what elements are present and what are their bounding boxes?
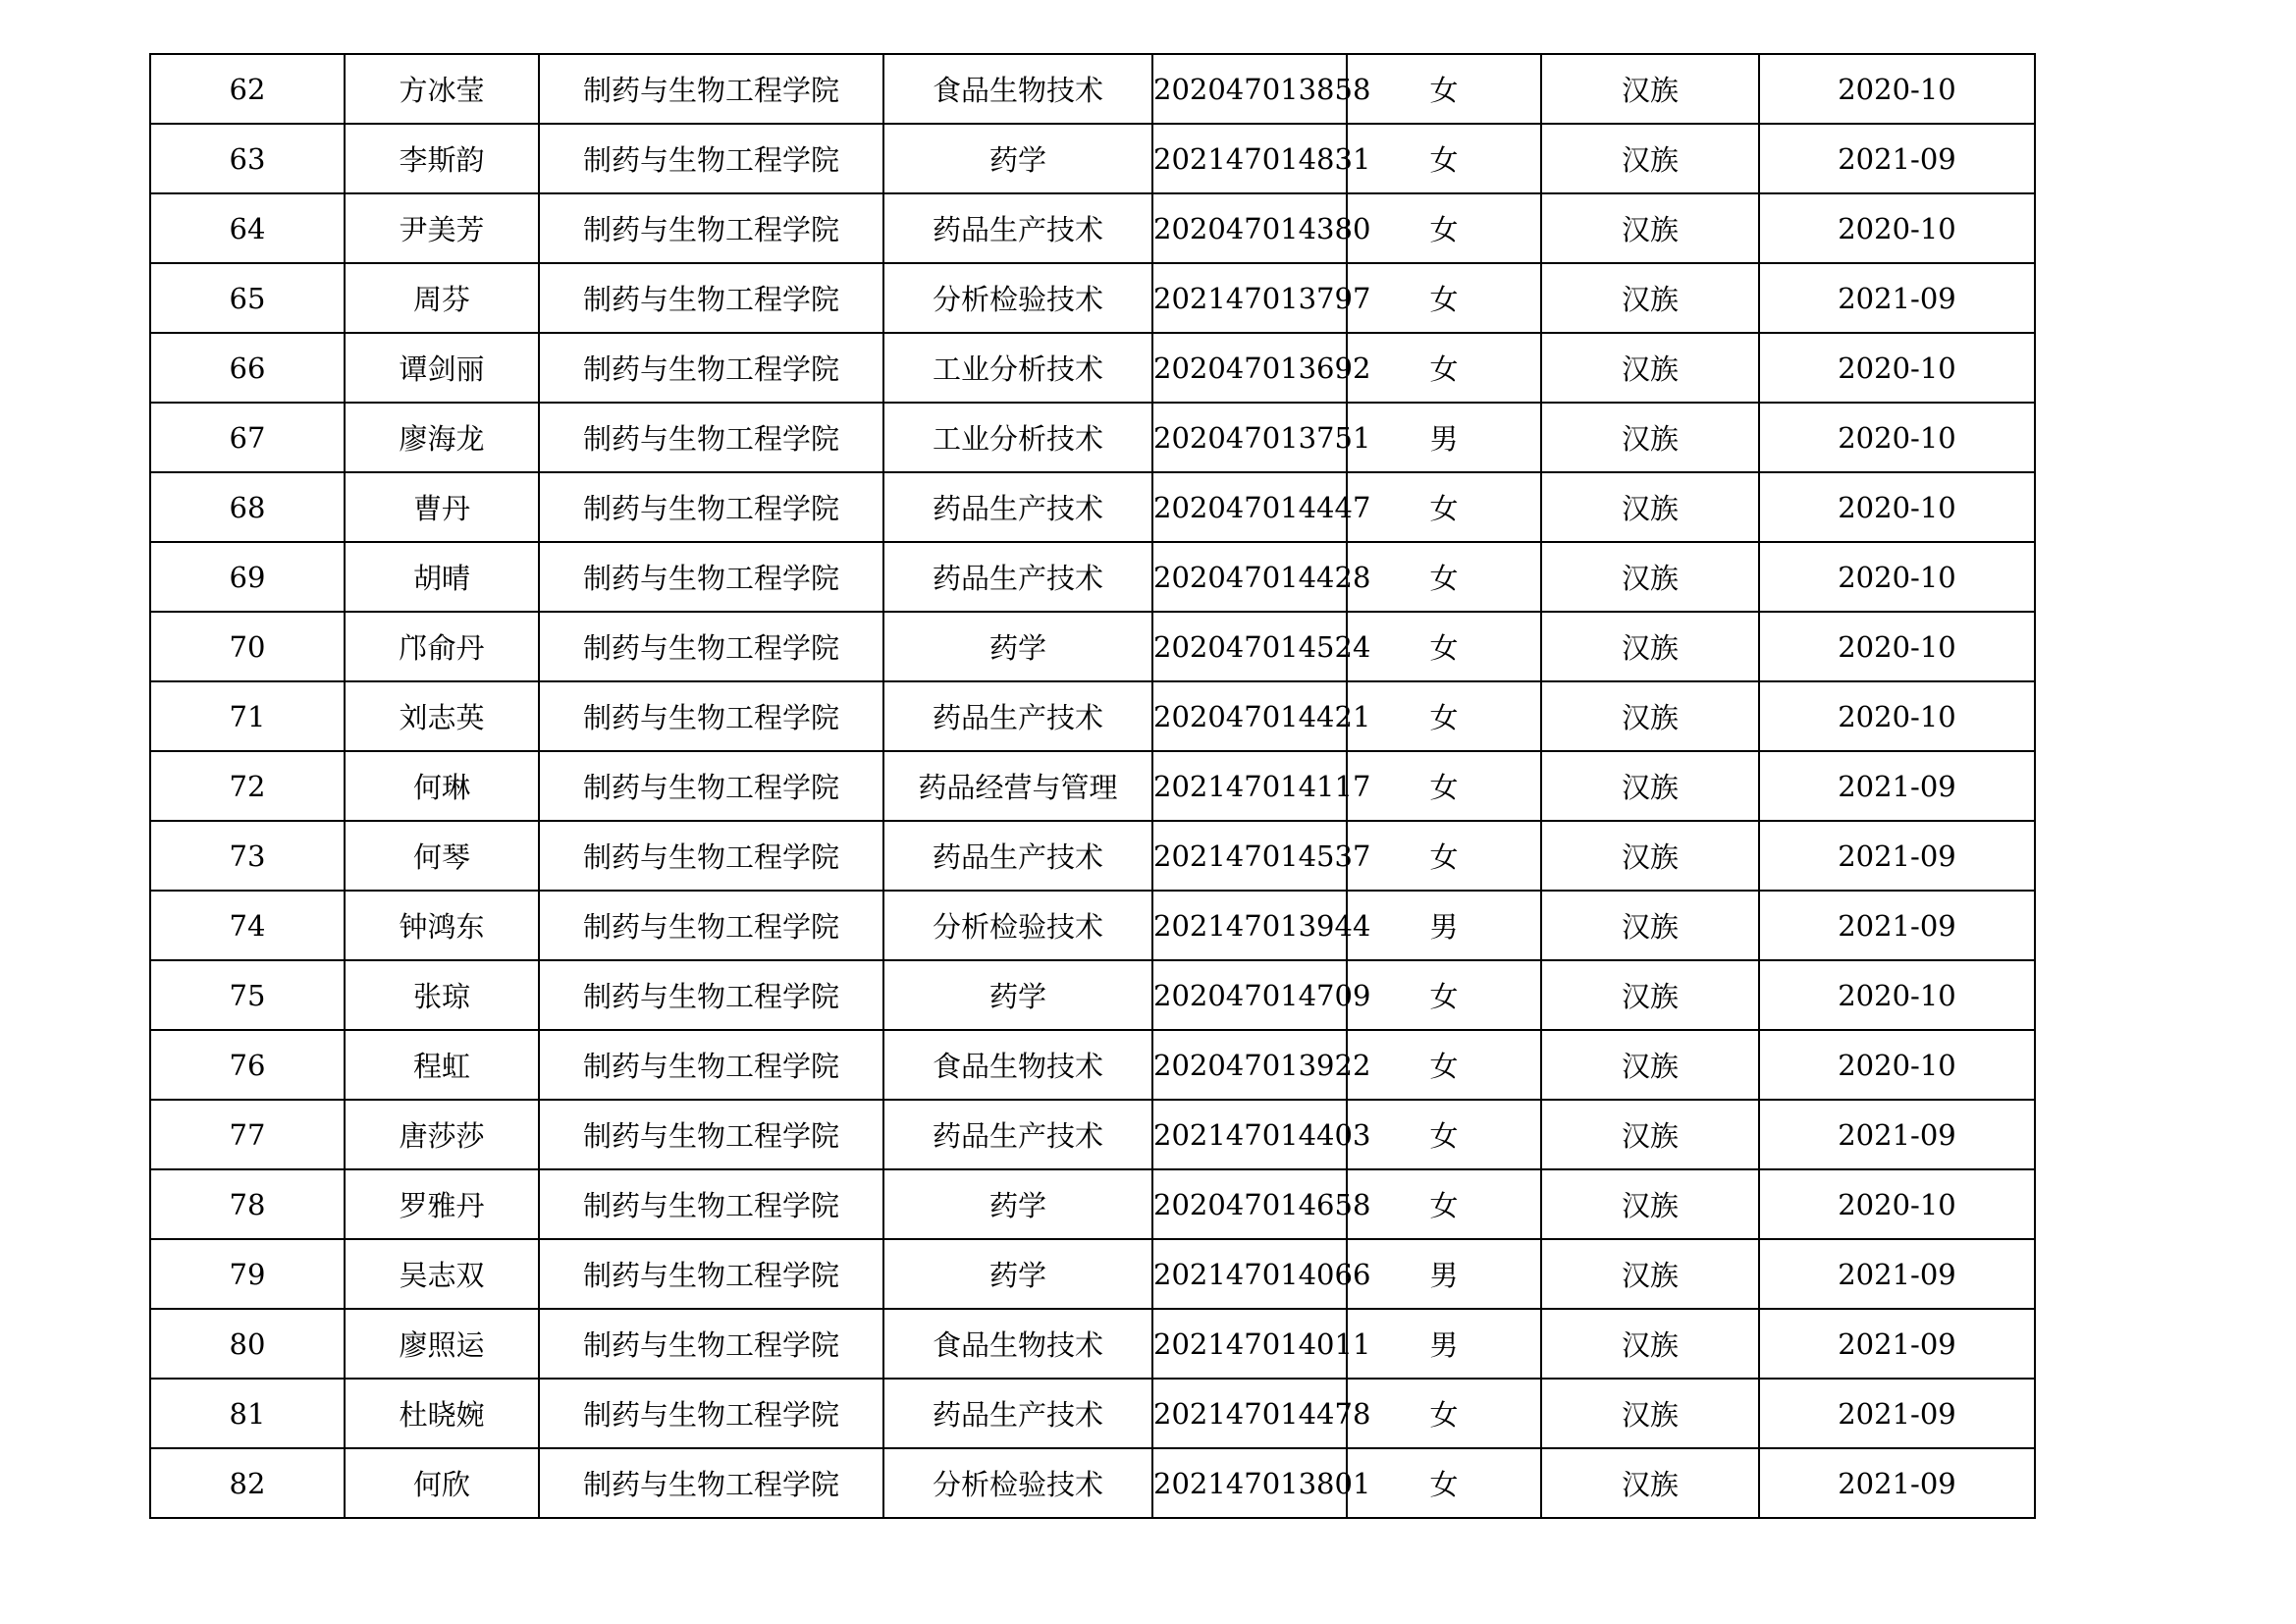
gender-cell: 女 <box>1347 1100 1541 1169</box>
student-name-cell: 何琳 <box>345 751 539 821</box>
student-name-cell: 何琴 <box>345 821 539 891</box>
row-number-cell: 68 <box>150 472 345 542</box>
table-row <box>150 960 2035 1030</box>
enrollment-date-cell: 2021-09 <box>1759 124 2035 193</box>
gender-cell: 女 <box>1347 263 1541 333</box>
row-number-cell: 75 <box>150 960 345 1030</box>
student-name-cell: 廖海龙 <box>345 403 539 472</box>
college-cell: 制药与生物工程学院 <box>539 263 883 333</box>
major-cell: 药学 <box>883 1169 1152 1239</box>
major-cell: 药学 <box>883 960 1152 1030</box>
row-number-cell: 70 <box>150 612 345 681</box>
table-row <box>150 612 2035 681</box>
roster-body <box>150 54 2035 1518</box>
row-number-cell: 64 <box>150 193 345 263</box>
major-cell: 药品生产技术 <box>883 821 1152 891</box>
enrollment-date-cell: 2021-09 <box>1759 1100 2035 1169</box>
major-cell: 药品生产技术 <box>883 681 1152 751</box>
student-id-cell: 202047014709 <box>1152 960 1347 1030</box>
student-name-cell: 周芬 <box>345 263 539 333</box>
row-number-cell: 78 <box>150 1169 345 1239</box>
enrollment-date-cell: 2020-10 <box>1759 1169 2035 1239</box>
ethnicity-cell: 汉族 <box>1541 960 1759 1030</box>
student-id-cell: 202047013751 <box>1152 403 1347 472</box>
major-cell: 药品经营与管理 <box>883 751 1152 821</box>
table-row <box>150 821 2035 891</box>
gender-cell: 男 <box>1347 1309 1541 1379</box>
student-name-cell: 张琼 <box>345 960 539 1030</box>
table-row <box>150 403 2035 472</box>
student-id-cell: 202047013922 <box>1152 1030 1347 1100</box>
gender-cell: 女 <box>1347 472 1541 542</box>
student-name-cell: 罗雅丹 <box>345 1169 539 1239</box>
table-row <box>150 472 2035 542</box>
enrollment-date-cell: 2020-10 <box>1759 612 2035 681</box>
table-row <box>150 54 2035 124</box>
student-name-cell: 谭剑丽 <box>345 333 539 403</box>
enrollment-date-cell: 2021-09 <box>1759 263 2035 333</box>
major-cell: 食品生物技术 <box>883 1309 1152 1379</box>
ethnicity-cell: 汉族 <box>1541 1239 1759 1309</box>
row-number-cell: 73 <box>150 821 345 891</box>
student-name-cell: 程虹 <box>345 1030 539 1100</box>
student-id-cell: 202047014447 <box>1152 472 1347 542</box>
gender-cell: 女 <box>1347 54 1541 124</box>
row-number-cell: 66 <box>150 333 345 403</box>
enrollment-date-cell: 2021-09 <box>1759 821 2035 891</box>
enrollment-date-cell: 2021-09 <box>1759 891 2035 960</box>
major-cell: 食品生物技术 <box>883 1030 1152 1100</box>
gender-cell: 女 <box>1347 612 1541 681</box>
student-id-cell: 202147014537 <box>1152 821 1347 891</box>
gender-cell: 女 <box>1347 193 1541 263</box>
student-id-cell: 202147013944 <box>1152 891 1347 960</box>
gender-cell: 女 <box>1347 542 1541 612</box>
ethnicity-cell: 汉族 <box>1541 193 1759 263</box>
enrollment-date-cell: 2021-09 <box>1759 1448 2035 1518</box>
college-cell: 制药与生物工程学院 <box>539 124 883 193</box>
ethnicity-cell: 汉族 <box>1541 612 1759 681</box>
row-number-cell: 67 <box>150 403 345 472</box>
enrollment-date-cell: 2021-09 <box>1759 1309 2035 1379</box>
student-name-cell: 胡晴 <box>345 542 539 612</box>
student-name-cell: 吴志双 <box>345 1239 539 1309</box>
table-row <box>150 333 2035 403</box>
row-number-cell: 82 <box>150 1448 345 1518</box>
enrollment-date-cell: 2020-10 <box>1759 681 2035 751</box>
student-id-cell: 202147014011 <box>1152 1309 1347 1379</box>
ethnicity-cell: 汉族 <box>1541 54 1759 124</box>
major-cell: 药品生产技术 <box>883 472 1152 542</box>
enrollment-date-cell: 2021-09 <box>1759 1239 2035 1309</box>
major-cell: 食品生物技术 <box>883 54 1152 124</box>
student-id-cell: 202147014066 <box>1152 1239 1347 1309</box>
student-name-cell: 唐莎莎 <box>345 1100 539 1169</box>
enrollment-date-cell: 2020-10 <box>1759 54 2035 124</box>
student-id-cell: 202047014428 <box>1152 542 1347 612</box>
college-cell: 制药与生物工程学院 <box>539 681 883 751</box>
row-number-cell: 71 <box>150 681 345 751</box>
college-cell: 制药与生物工程学院 <box>539 891 883 960</box>
college-cell: 制药与生物工程学院 <box>539 1030 883 1100</box>
student-name-cell: 李斯韵 <box>345 124 539 193</box>
student-name-cell: 杜晓婉 <box>345 1379 539 1448</box>
college-cell: 制药与生物工程学院 <box>539 751 883 821</box>
student-name-cell: 邝俞丹 <box>345 612 539 681</box>
ethnicity-cell: 汉族 <box>1541 821 1759 891</box>
gender-cell: 女 <box>1347 821 1541 891</box>
table-row <box>150 1169 2035 1239</box>
student-id-cell: 202147014403 <box>1152 1100 1347 1169</box>
ethnicity-cell: 汉族 <box>1541 681 1759 751</box>
college-cell: 制药与生物工程学院 <box>539 612 883 681</box>
table-row <box>150 263 2035 333</box>
major-cell: 工业分析技术 <box>883 403 1152 472</box>
college-cell: 制药与生物工程学院 <box>539 1448 883 1518</box>
student-id-cell: 202147013797 <box>1152 263 1347 333</box>
major-cell: 药品生产技术 <box>883 193 1152 263</box>
ethnicity-cell: 汉族 <box>1541 751 1759 821</box>
row-number-cell: 77 <box>150 1100 345 1169</box>
student-name-cell: 钟鸿东 <box>345 891 539 960</box>
student-id-cell: 202047014524 <box>1152 612 1347 681</box>
enrollment-date-cell: 2020-10 <box>1759 403 2035 472</box>
table-row <box>150 751 2035 821</box>
row-number-cell: 76 <box>150 1030 345 1100</box>
ethnicity-cell: 汉族 <box>1541 542 1759 612</box>
college-cell: 制药与生物工程学院 <box>539 54 883 124</box>
student-id-cell: 202147014831 <box>1152 124 1347 193</box>
table-row <box>150 1448 2035 1518</box>
ethnicity-cell: 汉族 <box>1541 891 1759 960</box>
table-row <box>150 1100 2035 1169</box>
gender-cell: 女 <box>1347 124 1541 193</box>
enrollment-date-cell: 2020-10 <box>1759 1030 2035 1100</box>
major-cell: 药学 <box>883 124 1152 193</box>
student-id-cell: 202047014380 <box>1152 193 1347 263</box>
enrollment-date-cell: 2021-09 <box>1759 1379 2035 1448</box>
row-number-cell: 80 <box>150 1309 345 1379</box>
college-cell: 制药与生物工程学院 <box>539 333 883 403</box>
gender-cell: 女 <box>1347 751 1541 821</box>
ethnicity-cell: 汉族 <box>1541 263 1759 333</box>
college-cell: 制药与生物工程学院 <box>539 960 883 1030</box>
enrollment-date-cell: 2020-10 <box>1759 333 2035 403</box>
student-id-cell: 202047014421 <box>1152 681 1347 751</box>
table-row <box>150 1239 2035 1309</box>
student-id-cell: 202047013858 <box>1152 54 1347 124</box>
gender-cell: 男 <box>1347 403 1541 472</box>
major-cell: 分析检验技术 <box>883 891 1152 960</box>
student-name-cell: 廖照运 <box>345 1309 539 1379</box>
row-number-cell: 62 <box>150 54 345 124</box>
table-row <box>150 124 2035 193</box>
college-cell: 制药与生物工程学院 <box>539 472 883 542</box>
student-name-cell: 刘志英 <box>345 681 539 751</box>
ethnicity-cell: 汉族 <box>1541 124 1759 193</box>
student-id-cell: 202147014117 <box>1152 751 1347 821</box>
enrollment-date-cell: 2021-09 <box>1759 751 2035 821</box>
major-cell: 药品生产技术 <box>883 1100 1152 1169</box>
college-cell: 制药与生物工程学院 <box>539 403 883 472</box>
row-number-cell: 72 <box>150 751 345 821</box>
ethnicity-cell: 汉族 <box>1541 1169 1759 1239</box>
row-number-cell: 81 <box>150 1379 345 1448</box>
row-number-cell: 65 <box>150 263 345 333</box>
gender-cell: 女 <box>1347 1448 1541 1518</box>
college-cell: 制药与生物工程学院 <box>539 1100 883 1169</box>
table-row <box>150 193 2035 263</box>
student-name-cell: 方冰莹 <box>345 54 539 124</box>
ethnicity-cell: 汉族 <box>1541 1448 1759 1518</box>
college-cell: 制药与生物工程学院 <box>539 1379 883 1448</box>
table-row <box>150 681 2035 751</box>
student-id-cell: 202147014478 <box>1152 1379 1347 1448</box>
college-cell: 制药与生物工程学院 <box>539 1169 883 1239</box>
row-number-cell: 69 <box>150 542 345 612</box>
gender-cell: 男 <box>1347 891 1541 960</box>
gender-cell: 女 <box>1347 333 1541 403</box>
gender-cell: 女 <box>1347 1379 1541 1448</box>
ethnicity-cell: 汉族 <box>1541 1030 1759 1100</box>
enrollment-date-cell: 2020-10 <box>1759 472 2035 542</box>
gender-cell: 女 <box>1347 1169 1541 1239</box>
enrollment-date-cell: 2020-10 <box>1759 193 2035 263</box>
table-row <box>150 1379 2035 1448</box>
student-name-cell: 何欣 <box>345 1448 539 1518</box>
student-name-cell: 尹美芳 <box>345 193 539 263</box>
ethnicity-cell: 汉族 <box>1541 1100 1759 1169</box>
table-row <box>150 1309 2035 1379</box>
ethnicity-cell: 汉族 <box>1541 1309 1759 1379</box>
major-cell: 药学 <box>883 612 1152 681</box>
ethnicity-cell: 汉族 <box>1541 333 1759 403</box>
major-cell: 药品生产技术 <box>883 542 1152 612</box>
ethnicity-cell: 汉族 <box>1541 472 1759 542</box>
gender-cell: 女 <box>1347 960 1541 1030</box>
major-cell: 工业分析技术 <box>883 333 1152 403</box>
college-cell: 制药与生物工程学院 <box>539 1309 883 1379</box>
college-cell: 制药与生物工程学院 <box>539 821 883 891</box>
row-number-cell: 63 <box>150 124 345 193</box>
college-cell: 制药与生物工程学院 <box>539 542 883 612</box>
major-cell: 分析检验技术 <box>883 1448 1152 1518</box>
ethnicity-cell: 汉族 <box>1541 1379 1759 1448</box>
table-row <box>150 542 2035 612</box>
ethnicity-cell: 汉族 <box>1541 403 1759 472</box>
row-number-cell: 74 <box>150 891 345 960</box>
college-cell: 制药与生物工程学院 <box>539 1239 883 1309</box>
gender-cell: 男 <box>1347 1239 1541 1309</box>
row-number-cell: 79 <box>150 1239 345 1309</box>
gender-cell: 女 <box>1347 1030 1541 1100</box>
major-cell: 药品生产技术 <box>883 1379 1152 1448</box>
gender-cell: 女 <box>1347 681 1541 751</box>
table-row <box>150 891 2035 960</box>
table-row <box>150 1030 2035 1100</box>
student-id-cell: 202047014658 <box>1152 1169 1347 1239</box>
student-id-cell: 202147013801 <box>1152 1448 1347 1518</box>
enrollment-date-cell: 2020-10 <box>1759 960 2035 1030</box>
student-id-cell: 202047013692 <box>1152 333 1347 403</box>
student-roster-table <box>149 53 2036 1519</box>
college-cell: 制药与生物工程学院 <box>539 193 883 263</box>
major-cell: 药学 <box>883 1239 1152 1309</box>
enrollment-date-cell: 2020-10 <box>1759 542 2035 612</box>
major-cell: 分析检验技术 <box>883 263 1152 333</box>
student-name-cell: 曹丹 <box>345 472 539 542</box>
